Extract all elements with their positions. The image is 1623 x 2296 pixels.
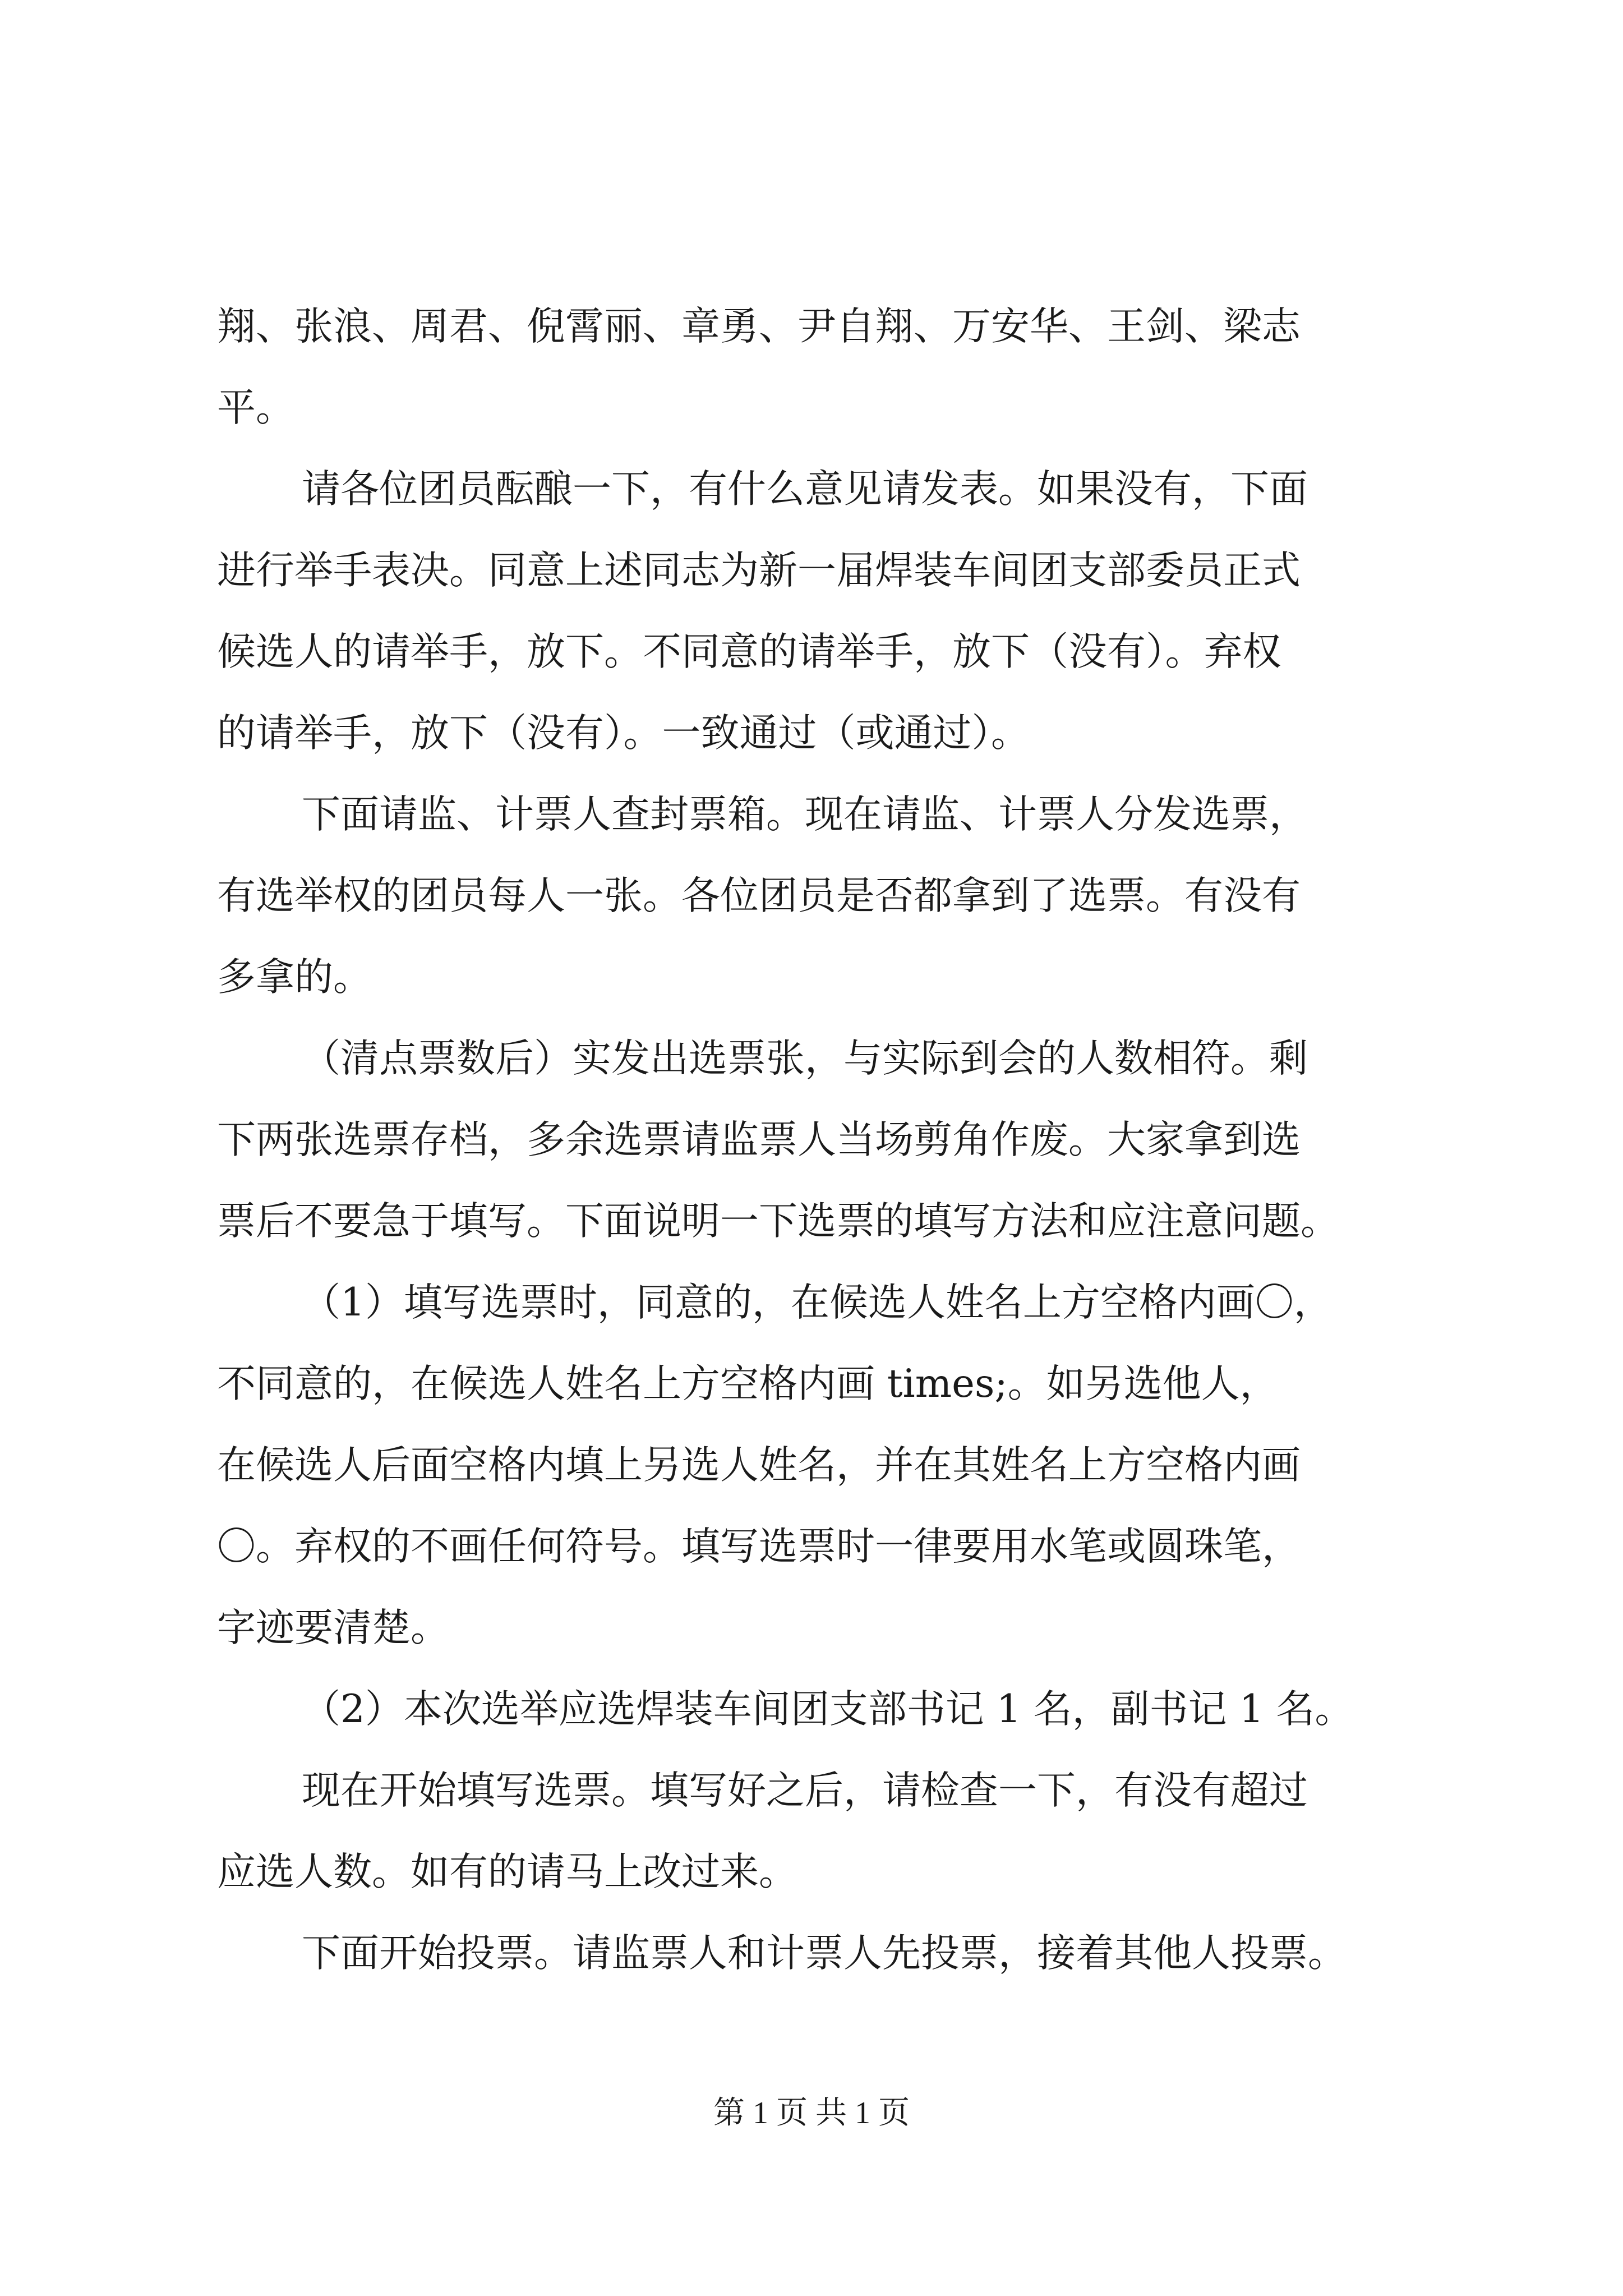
text-line: 多拿的。 bbox=[217, 955, 372, 1000]
text-line: 下面请监、计票人查封票箱。现在请监、计票人分发选票， bbox=[302, 792, 1308, 837]
page-number-footer: 第 1 页 共 1 页 bbox=[713, 2096, 910, 2131]
text-line: 平。 bbox=[217, 385, 294, 430]
text-line: （1）填写选票时，同意的，在候选人姓名上方空格内画〇， bbox=[302, 1280, 1332, 1325]
text-line: 不同意的，在候选人姓名上方空格内画 times;。如另选他人， bbox=[217, 1361, 1279, 1406]
text-line: 请各位团员酝酿一下，有什么意见请发表。如果没有，下面 bbox=[302, 467, 1308, 512]
text-line: 候选人的请举手，放下。不同意的请举手，放下（没有）。弃权 bbox=[217, 629, 1281, 674]
text-line: 〇。弃权的不画任何符号。填写选票时一律要用水笔或圆珠笔， bbox=[217, 1524, 1301, 1569]
text-line: 字迹要清楚。 bbox=[217, 1605, 449, 1650]
text-line: 翔、张浪、周君、倪霄丽、章勇、尹自翔、万安华、王剑、梁志 bbox=[217, 304, 1301, 349]
text-line: （清点票数后）实发出选票张，与实际到会的人数相符。剩 bbox=[302, 1036, 1308, 1081]
text-line: 在候选人后面空格内填上另选人姓名，并在其姓名上方空格内画 bbox=[217, 1443, 1301, 1488]
text-line: （2）本次选举应选焊装车间团支部书记 1 名，副书记 1 名。 bbox=[302, 1687, 1354, 1732]
text-line: 下面开始投票。请监票人和计票人先投票，接着其他人投票。 bbox=[302, 1931, 1347, 1976]
text-line: 下两张选票存档，多余选票请监票人当场剪角作废。大家拿到选 bbox=[217, 1117, 1301, 1162]
text-line: 现在开始填写选票。填写好之后，请检查一下，有没有超过 bbox=[302, 1768, 1308, 1813]
text-line: 应选人数。如有的请马上改过来。 bbox=[217, 1849, 797, 1894]
text-line: 有选举权的团员每人一张。各位团员是否都拿到了选票。有没有 bbox=[217, 873, 1301, 918]
text-line: 的请举手，放下（没有）。一致通过（或通过）。 bbox=[217, 711, 1030, 756]
text-line: 票后不要急于填写。下面说明一下选票的填写方法和应注意问题。 bbox=[217, 1199, 1339, 1244]
text-line: 进行举手表决。同意上述同志为新一届焊装车间团支部委员正式 bbox=[217, 548, 1301, 593]
